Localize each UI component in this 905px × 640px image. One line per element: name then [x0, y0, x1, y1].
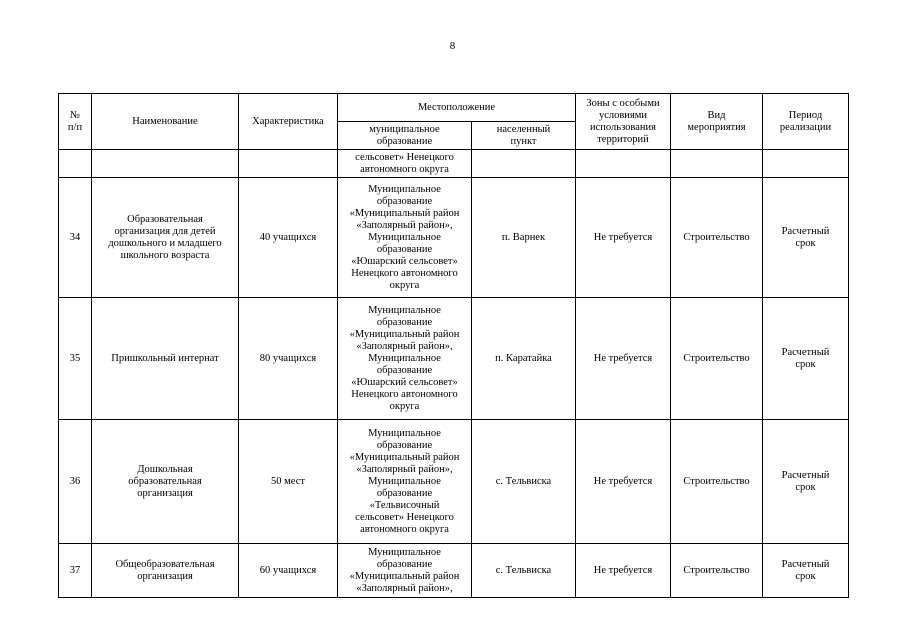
row-period: Расчетный срок [763, 544, 849, 598]
header-characteristic: Характеристика [239, 94, 338, 150]
row-name: Пришкольный интернат [92, 298, 239, 420]
table-row [59, 298, 849, 420]
row-municipal: Муниципальное образование «Муниципальный район «Заполярный район», Муниципальное образование «Тельвисочный сельсовет» Ненецкого автономного округа [338, 420, 472, 544]
row-municipal: Муниципальное образование «Муниципальный район «Заполярный район», [338, 544, 472, 598]
row-settlement: п. Варнек [472, 178, 576, 298]
row-settlement: с. Тельвиска [472, 544, 576, 598]
objects-table [58, 93, 849, 598]
header-activity: Вид мероприятия [671, 94, 763, 150]
row-period: Расчетный срок [763, 420, 849, 544]
table-row [59, 178, 849, 298]
row-characteristic: 60 учащихся [239, 544, 338, 598]
header-zones: Зоны с особыми условиями использования территорий [576, 94, 671, 150]
row-name: Образовательная организация для детей дошкольного и младшего школьного возраста [92, 178, 239, 298]
table-row [59, 544, 849, 598]
header-row-1 [59, 94, 849, 122]
continuation-row [59, 150, 849, 178]
continuation-municipal: сельсовет» Ненецкого автономного округа [338, 150, 472, 178]
row-zones: Не требуется [576, 298, 671, 420]
row-municipal: Муниципальное образование «Муниципальный район «Заполярный район», Муниципальное образование «Юшарский сельсовет» Ненецкого автономного округа [338, 298, 472, 420]
table-row [59, 420, 849, 544]
row-name: Общеобразовательная организация [92, 544, 239, 598]
page-number: 8 [449, 40, 456, 52]
row-activity: Строительство [671, 544, 763, 598]
row-characteristic: 80 учащихся [239, 298, 338, 420]
header-settlement: населенный пункт [472, 122, 576, 150]
row-num: 37 [59, 544, 92, 598]
row-num: 36 [59, 420, 92, 544]
row-zones: Не требуется [576, 544, 671, 598]
row-settlement: с. Тельвиска [472, 420, 576, 544]
row-characteristic: 40 учащихся [239, 178, 338, 298]
row-period: Расчетный срок [763, 178, 849, 298]
row-name: Дошкольная образовательная организация [92, 420, 239, 544]
header-municipal: муниципальное образование [338, 122, 472, 150]
row-zones: Не требуется [576, 420, 671, 544]
row-zones: Не требуется [576, 178, 671, 298]
row-activity: Строительство [671, 298, 763, 420]
header-period: Период реализации [763, 94, 849, 150]
row-num: 34 [59, 178, 92, 298]
row-characteristic: 50 мест [239, 420, 338, 544]
header-name: Наименование [92, 94, 239, 150]
row-municipal: Муниципальное образование «Муниципальный район «Заполярный район», Муниципальное образование «Юшарский сельсовет» Ненецкого автономного округа [338, 178, 472, 298]
row-activity: Строительство [671, 420, 763, 544]
row-settlement: п. Каратайка [472, 298, 576, 420]
header-num: № п/п [59, 94, 92, 150]
row-num: 35 [59, 298, 92, 420]
row-activity: Строительство [671, 178, 763, 298]
header-location: Местоположение [338, 94, 576, 122]
row-period: Расчетный срок [763, 298, 849, 420]
